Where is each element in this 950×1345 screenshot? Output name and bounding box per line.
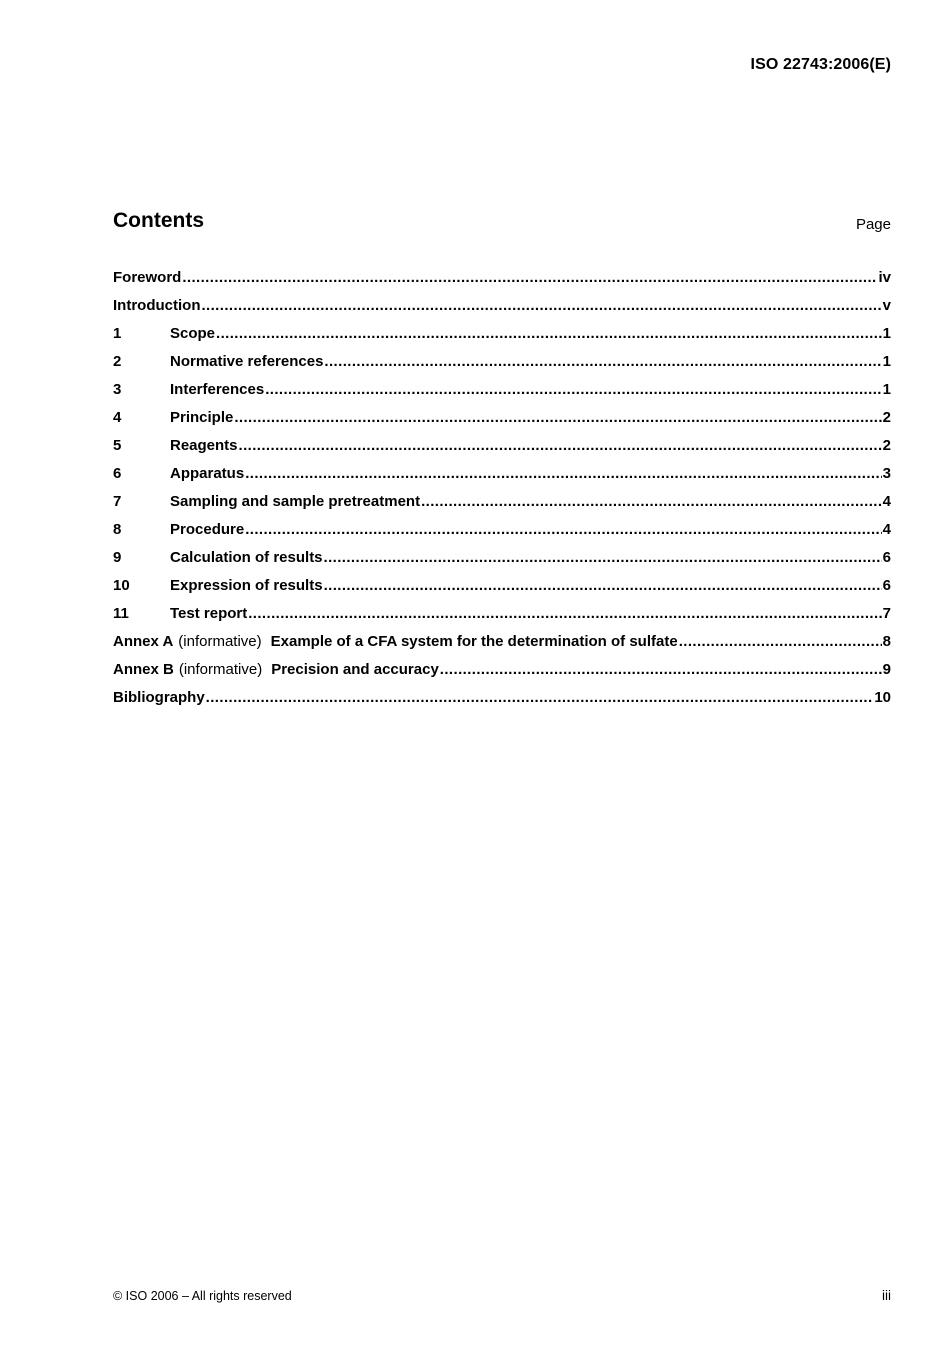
toc-entry-page: 8 [882, 633, 891, 650]
toc-leader-dots [440, 660, 882, 680]
toc-entry-page: 1 [882, 325, 891, 342]
toc-entry-number: 5 [113, 437, 122, 454]
toc-leader-dots [248, 604, 881, 624]
toc-leader-dots [234, 408, 881, 428]
document-id: ISO 22743:2006(E) [750, 56, 891, 73]
toc-entry-title[interactable]: Calculation of results [170, 549, 323, 566]
toc-annex-label: Annex A [113, 633, 174, 650]
toc-entry-number: 7 [113, 493, 122, 510]
toc-leader-dots [421, 492, 882, 512]
toc-entry-test-report[interactable] [113, 604, 891, 632]
toc-entry-title[interactable]: Principle [170, 409, 234, 426]
toc-leader-dots [679, 632, 882, 652]
toc-entry-number: 1 [113, 325, 122, 342]
toc-entry-title[interactable]: Reagents [170, 437, 238, 454]
toc-entry-title[interactable]: Apparatus [170, 465, 245, 482]
toc-leader-dots [245, 520, 881, 540]
toc-entry-page: 9 [882, 661, 891, 678]
toc-entry-page: 2 [882, 409, 891, 426]
toc-leader-dots [201, 296, 881, 316]
footer-page-number: iii [882, 1288, 891, 1303]
toc-entry-title[interactable]: Foreword [113, 269, 182, 286]
toc-entry-calculation-of-results[interactable] [113, 548, 891, 576]
toc-leader-dots [182, 268, 877, 288]
toc-entry-title[interactable]: Scope [170, 325, 216, 342]
toc-entry-normative-references[interactable] [113, 352, 891, 380]
toc-entry-title[interactable]: Bibliography [113, 689, 205, 706]
contents-title: Contents [113, 209, 204, 232]
toc-entry-title[interactable]: Test report [170, 605, 248, 622]
toc-entry-page: 6 [882, 577, 891, 594]
toc-entry-page: 7 [882, 605, 891, 622]
toc-entry-page: 6 [882, 549, 891, 566]
toc-annex-kind: (informative) [178, 633, 262, 650]
toc-entry-page: 1 [882, 381, 891, 398]
toc-entry-title[interactable]: Introduction [113, 297, 201, 314]
toc-entry-annex-a[interactable] [113, 632, 891, 660]
toc-leader-dots [239, 436, 882, 456]
toc-entry-number: 4 [113, 409, 122, 426]
toc-leader-dots [324, 576, 882, 596]
toc-entry-introduction[interactable] [113, 296, 891, 324]
footer-copyright: © ISO 2006 – All rights reserved [113, 1289, 292, 1303]
toc-annex-label: Annex B [113, 661, 174, 678]
toc-entry-page: v [882, 297, 891, 314]
toc-leader-dots [216, 324, 882, 344]
toc-entry-page: 4 [882, 493, 891, 510]
toc-entry-title[interactable]: Procedure [170, 521, 245, 538]
toc-entry-bibliography[interactable] [113, 688, 891, 716]
toc-entry-scope[interactable] [113, 324, 891, 352]
toc-entry-page: 1 [882, 353, 891, 370]
page-column-label: Page [855, 216, 891, 233]
toc-entry-number: 9 [113, 549, 122, 566]
toc-leader-dots [324, 548, 882, 568]
toc-entry-title[interactable]: Example of a CFA system for the determination of sulfate [270, 633, 678, 650]
toc-entry-title[interactable]: Interferences [170, 381, 265, 398]
toc-entry-number: 2 [113, 353, 122, 370]
toc-entry-number: 8 [113, 521, 122, 538]
toc-entry-title[interactable]: Normative references [170, 353, 324, 370]
toc-entry-number: 3 [113, 381, 122, 398]
toc-entry-principle[interactable] [113, 408, 891, 436]
toc-leader-dots [265, 380, 881, 400]
toc-entry-interferences[interactable] [113, 380, 891, 408]
toc-entry-title[interactable]: Sampling and sample pretreatment [170, 493, 421, 510]
toc-entry-foreword[interactable] [113, 268, 891, 296]
toc-leader-dots [324, 352, 881, 372]
table-of-contents [113, 268, 891, 716]
toc-entry-expression-of-results[interactable] [113, 576, 891, 604]
toc-entry-number: 11 [113, 605, 129, 622]
toc-entry-page: 3 [882, 465, 891, 482]
toc-entry-number: 6 [113, 465, 122, 482]
toc-leader-dots [206, 688, 874, 708]
toc-entry-sampling[interactable] [113, 492, 891, 520]
toc-entry-reagents[interactable] [113, 436, 891, 464]
toc-entry-title[interactable]: Expression of results [170, 577, 323, 594]
toc-entry-page: 2 [882, 437, 891, 454]
toc-entry-number: 10 [113, 577, 130, 594]
toc-annex-kind: (informative) [178, 661, 263, 678]
toc-entry-apparatus[interactable] [113, 464, 891, 492]
toc-entry-page: iv [878, 269, 891, 286]
toc-entry-page: 10 [874, 689, 891, 706]
toc-entry-procedure[interactable] [113, 520, 891, 548]
toc-entry-title[interactable]: Precision and accuracy [271, 661, 439, 678]
toc-entry-page: 4 [882, 521, 891, 538]
toc-entry-annex-b[interactable] [113, 660, 891, 688]
toc-leader-dots [245, 464, 881, 484]
